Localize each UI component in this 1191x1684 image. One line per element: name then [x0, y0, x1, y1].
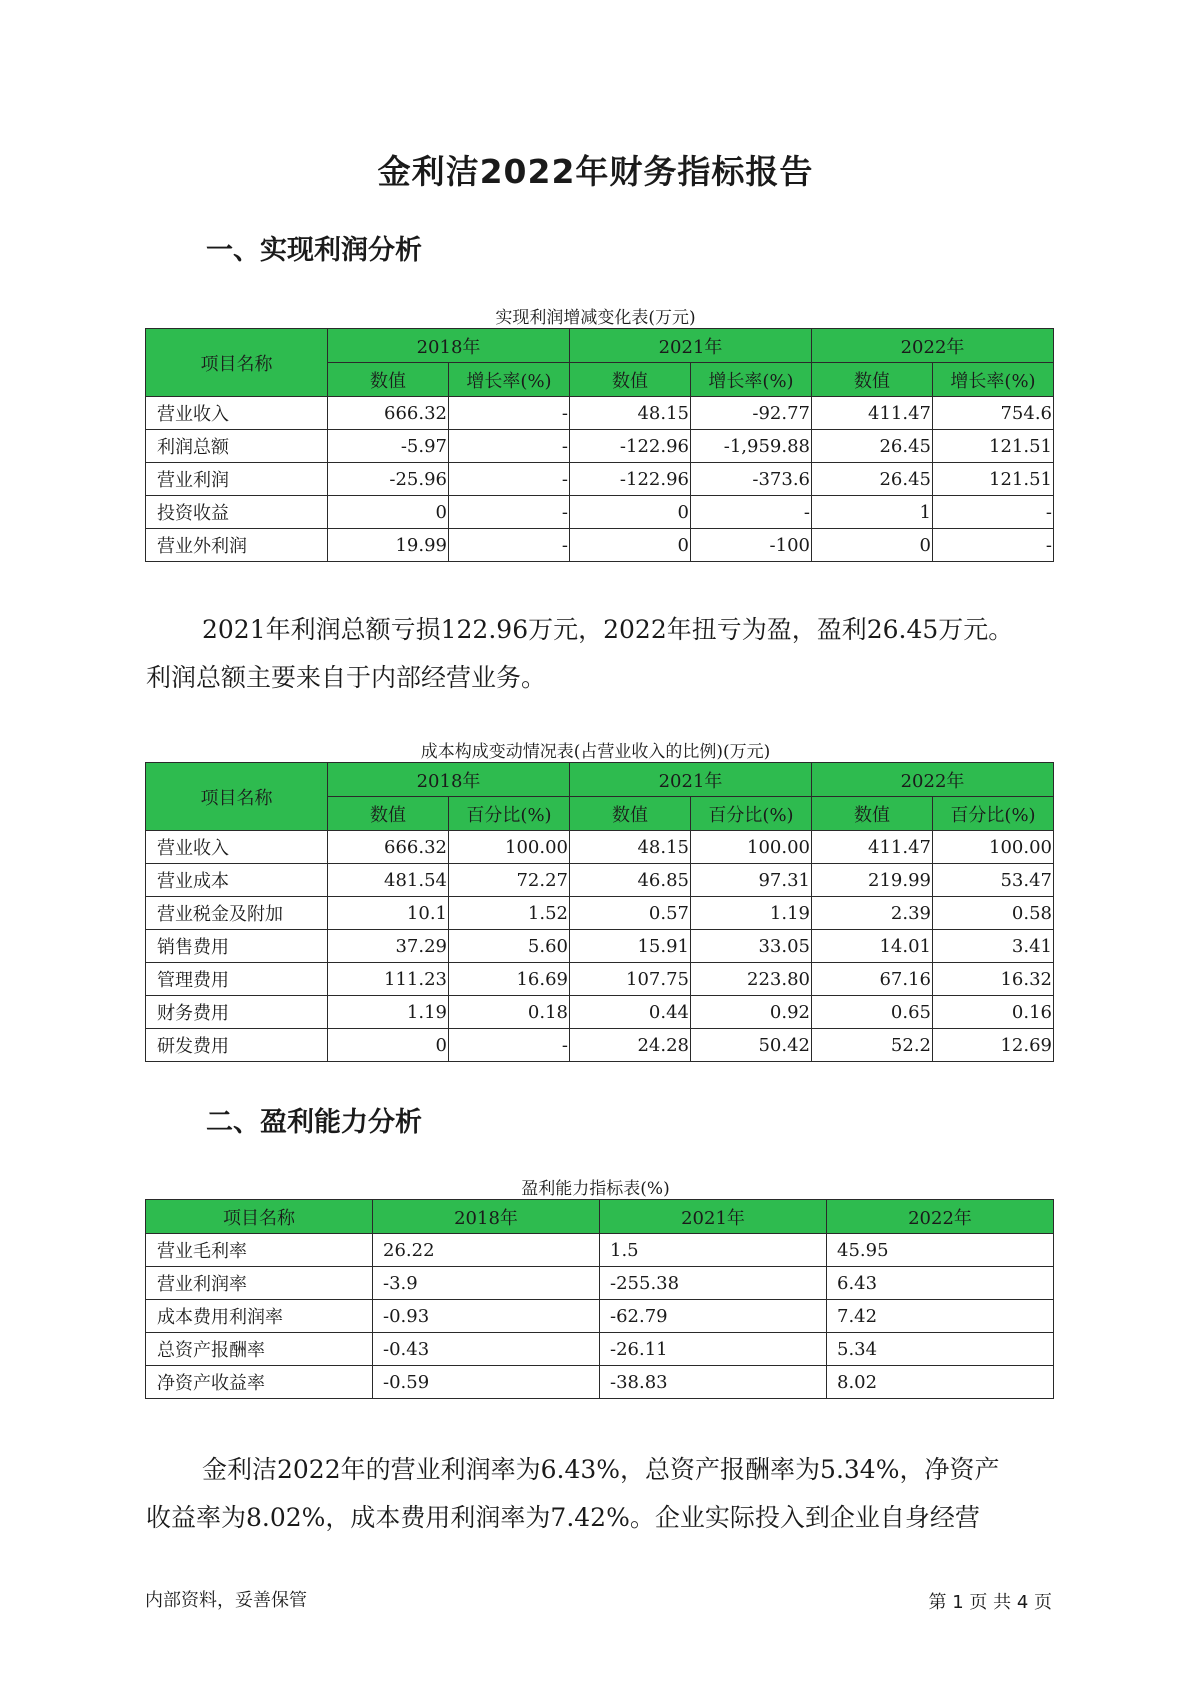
table-cell: -25.96 — [328, 463, 449, 496]
table1-caption: 实现利润增减变化表(万元) — [495, 308, 696, 328]
table-cell: 0 — [812, 529, 933, 562]
paragraph-profitability-summary — [146, 1446, 1056, 1542]
row-label: 营业外利润 — [146, 529, 328, 562]
profitability-table — [145, 1199, 1054, 1399]
table-cell: 0 — [328, 496, 449, 529]
table-cell: 8.02 — [827, 1366, 1054, 1399]
paragraph-line: 2021年利润总额亏损122.96万元，2022年扭亏为盈，盈利26.45万元。 — [202, 615, 1014, 644]
table-cell: 19.99 — [328, 529, 449, 562]
table-cell: 0.58 — [933, 897, 1054, 930]
table-cell: 52.2 — [812, 1029, 933, 1062]
table-cell: -26.11 — [600, 1333, 827, 1366]
paragraph-profit-summary — [146, 606, 1056, 702]
table-cell: 0.92 — [691, 996, 812, 1029]
header-value: 数值 — [328, 797, 449, 831]
profit-change-table-body — [146, 397, 1054, 562]
row-label: 营业利润 — [146, 463, 328, 496]
table-cell: -5.97 — [328, 430, 449, 463]
table3-caption: 盈利能力指标表(%) — [521, 1179, 670, 1199]
table-cell: 12.69 — [933, 1029, 1054, 1062]
table-cell: 72.27 — [449, 864, 570, 897]
table-cell: 26.45 — [812, 430, 933, 463]
table-cell: 0.16 — [933, 996, 1054, 1029]
row-label: 营业收入 — [146, 831, 328, 864]
table-cell: 0 — [328, 1029, 449, 1062]
table-row — [146, 463, 1054, 496]
table-row — [146, 1300, 1054, 1333]
table-cell: - — [933, 496, 1054, 529]
table-cell: 666.32 — [328, 397, 449, 430]
header-year: 2021年 — [570, 329, 812, 363]
table-cell: 5.60 — [449, 930, 570, 963]
table-cell: 0 — [570, 529, 691, 562]
table-row — [146, 1029, 1054, 1062]
header-growth: 增长率(%) — [449, 363, 570, 397]
table-cell: -62.79 — [600, 1300, 827, 1333]
table-cell: 48.15 — [570, 831, 691, 864]
table-cell: 10.1 — [328, 897, 449, 930]
table-row — [146, 1267, 1054, 1300]
table-cell: 1 — [812, 496, 933, 529]
header-value: 数值 — [570, 363, 691, 397]
header-value: 数值 — [570, 797, 691, 831]
table-cell: 48.15 — [570, 397, 691, 430]
paragraph-line: 利润总额主要来自于内部经营业务。 — [146, 663, 547, 692]
table-cell: 3.41 — [933, 930, 1054, 963]
header-growth: 增长率(%) — [691, 363, 812, 397]
header-year: 2018年 — [373, 1200, 600, 1234]
paragraph-line: 收益率为8.02%，成本费用利润率为7.42%。企业实际投入到企业自身经营 — [146, 1503, 980, 1532]
table-row — [146, 397, 1054, 430]
table-cell: - — [933, 529, 1054, 562]
table-cell: 100.00 — [933, 831, 1054, 864]
table-cell: 7.42 — [827, 1300, 1054, 1333]
table-cell: 0 — [570, 496, 691, 529]
table-row — [146, 897, 1054, 930]
header-value: 数值 — [812, 363, 933, 397]
row-label: 财务费用 — [146, 996, 328, 1029]
header-percent: 百分比(%) — [933, 797, 1054, 831]
header-percent: 百分比(%) — [449, 797, 570, 831]
table-cell: 0.18 — [449, 996, 570, 1029]
table-cell: -0.59 — [373, 1366, 600, 1399]
row-label: 营业税金及附加 — [146, 897, 328, 930]
table-cell: 67.16 — [812, 963, 933, 996]
header-year: 2022年 — [812, 763, 1054, 797]
row-label: 营业毛利率 — [146, 1234, 373, 1267]
table-cell: 26.22 — [373, 1234, 600, 1267]
table-cell: 100.00 — [691, 831, 812, 864]
table-cell: - — [691, 496, 812, 529]
table-cell: 121.51 — [933, 463, 1054, 496]
table-cell: - — [449, 1029, 570, 1062]
row-label: 成本费用利润率 — [146, 1300, 373, 1333]
table-row — [146, 831, 1054, 864]
table-cell: 2.39 — [812, 897, 933, 930]
table-cell: -0.43 — [373, 1333, 600, 1366]
table-row — [146, 496, 1054, 529]
table-cell: 15.91 — [570, 930, 691, 963]
table-cell: 754.6 — [933, 397, 1054, 430]
row-label: 管理费用 — [146, 963, 328, 996]
row-label: 利润总额 — [146, 430, 328, 463]
row-label: 营业收入 — [146, 397, 328, 430]
header-percent: 百分比(%) — [691, 797, 812, 831]
header-value: 数值 — [812, 797, 933, 831]
row-label: 营业利润率 — [146, 1267, 373, 1300]
table-cell: -3.9 — [373, 1267, 600, 1300]
table-cell: - — [449, 430, 570, 463]
table-cell: 46.85 — [570, 864, 691, 897]
table-cell: 45.95 — [827, 1234, 1054, 1267]
table-cell: 411.47 — [812, 831, 933, 864]
table-cell: 14.01 — [812, 930, 933, 963]
row-label: 净资产收益率 — [146, 1366, 373, 1399]
table-row — [146, 1333, 1054, 1366]
table-cell: -255.38 — [600, 1267, 827, 1300]
row-label: 研发费用 — [146, 1029, 328, 1062]
table-cell: 24.28 — [570, 1029, 691, 1062]
table-cell: 37.29 — [328, 930, 449, 963]
table-row — [146, 963, 1054, 996]
table-row — [146, 430, 1054, 463]
table-row — [146, 1234, 1054, 1267]
table-cell: 26.45 — [812, 463, 933, 496]
table-cell: 0.44 — [570, 996, 691, 1029]
table-cell: - — [449, 397, 570, 430]
section-heading-profit: 一、实现利润分析 — [206, 235, 422, 266]
table-cell: -373.6 — [691, 463, 812, 496]
table-cell: 53.47 — [933, 864, 1054, 897]
table-cell: 111.23 — [328, 963, 449, 996]
table-cell: 1.5 — [600, 1234, 827, 1267]
table-cell: 100.00 — [449, 831, 570, 864]
table-cell: -122.96 — [570, 463, 691, 496]
table-cell: -1,959.88 — [691, 430, 812, 463]
table2-caption: 成本构成变动情况表(占营业收入的比例)(万元) — [420, 742, 771, 762]
table-cell: 223.80 — [691, 963, 812, 996]
section-heading-profitability: 二、盈利能力分析 — [206, 1107, 422, 1138]
table-cell: 16.69 — [449, 963, 570, 996]
header-item-name: 项目名称 — [146, 1200, 373, 1234]
header-year: 2022年 — [812, 329, 1054, 363]
profitability-table-body — [146, 1234, 1054, 1399]
cost-structure-table-body — [146, 831, 1054, 1062]
table-cell: 121.51 — [933, 430, 1054, 463]
row-label: 投资收益 — [146, 496, 328, 529]
header-value: 数值 — [328, 363, 449, 397]
table-cell: - — [449, 496, 570, 529]
table-cell: - — [449, 529, 570, 562]
table-cell: 481.54 — [328, 864, 449, 897]
header-item-name: 项目名称 — [146, 763, 328, 831]
table-cell: -100 — [691, 529, 812, 562]
header-year: 2018年 — [328, 763, 570, 797]
paragraph-line: 金利洁2022年的营业利润率为6.43%，总资产报酬率为5.34%，净资产 — [202, 1455, 1000, 1484]
header-year: 2021年 — [600, 1200, 827, 1234]
table-cell: 33.05 — [691, 930, 812, 963]
cost-structure-table — [145, 762, 1054, 1062]
table-cell: 411.47 — [812, 397, 933, 430]
header-year: 2021年 — [570, 763, 812, 797]
row-label: 销售费用 — [146, 930, 328, 963]
profit-change-table — [145, 328, 1054, 562]
table-cell: -92.77 — [691, 397, 812, 430]
header-year: 2022年 — [827, 1200, 1054, 1234]
table-row — [146, 930, 1054, 963]
table-cell: - — [449, 463, 570, 496]
table-cell: 97.31 — [691, 864, 812, 897]
table-cell: 219.99 — [812, 864, 933, 897]
table-cell: 5.34 — [827, 1333, 1054, 1366]
table-row — [146, 1366, 1054, 1399]
report-title: 金利洁2022年财务指标报告 — [377, 152, 814, 191]
table-cell: -0.93 — [373, 1300, 600, 1333]
table-cell: 1.52 — [449, 897, 570, 930]
table-cell: 666.32 — [328, 831, 449, 864]
table-row — [146, 864, 1054, 897]
table-cell: 50.42 — [691, 1029, 812, 1062]
footer-confidential-note: 内部资料，妥善保管 — [145, 1590, 307, 1611]
table-cell: -38.83 — [600, 1366, 827, 1399]
header-growth: 增长率(%) — [933, 363, 1054, 397]
row-label: 营业成本 — [146, 864, 328, 897]
table-cell: 16.32 — [933, 963, 1054, 996]
row-label: 总资产报酬率 — [146, 1333, 373, 1366]
footer-page-number: 第 1 页 共 4 页 — [928, 1592, 1052, 1613]
table-row — [146, 529, 1054, 562]
table-cell: 1.19 — [328, 996, 449, 1029]
table-cell: 6.43 — [827, 1267, 1054, 1300]
table-cell: -122.96 — [570, 430, 691, 463]
header-year: 2018年 — [328, 329, 570, 363]
table-cell: 0.65 — [812, 996, 933, 1029]
table-cell: 1.19 — [691, 897, 812, 930]
table-row — [146, 996, 1054, 1029]
table-cell: 0.57 — [570, 897, 691, 930]
header-item-name: 项目名称 — [146, 329, 328, 397]
table-cell: 107.75 — [570, 963, 691, 996]
